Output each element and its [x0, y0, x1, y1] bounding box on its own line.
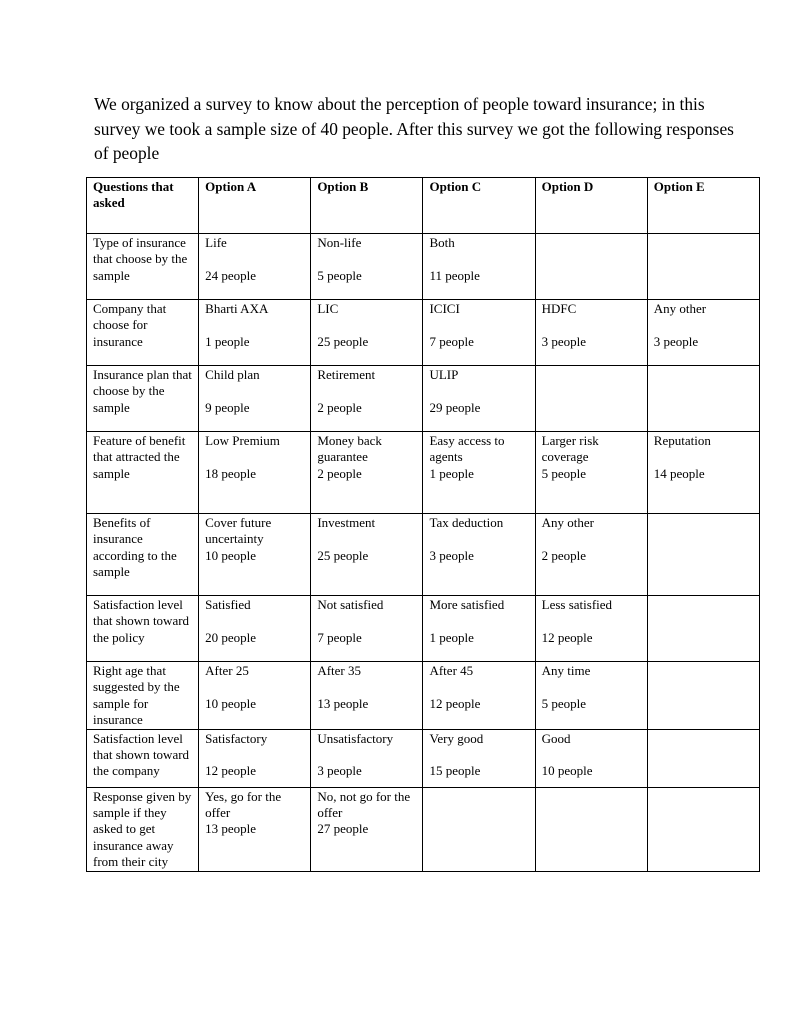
- option-cell: [647, 787, 759, 871]
- survey-table: [86, 177, 760, 872]
- option-cell: [199, 514, 311, 596]
- option-cell: [535, 432, 647, 514]
- option-cell: [535, 729, 647, 787]
- option-cell: [535, 596, 647, 662]
- question-cell: Benefits of insurance according to the sample: [87, 514, 199, 596]
- option-label: LIC: [317, 301, 339, 316]
- option-cell: [535, 300, 647, 366]
- intro-paragraph: We organized a survey to know about the perception of people toward insurance; in this survey we took a sample size of 40 people. After this survey we got the following responses of people: [94, 94, 734, 163]
- question-cell: Satisfaction level that shown toward the policy: [87, 596, 199, 662]
- option-count: 1 people: [205, 333, 250, 349]
- option-cell: [647, 729, 759, 787]
- option-label: More satisfied: [429, 597, 505, 612]
- option-cell: [311, 514, 423, 596]
- option-cell: [423, 662, 535, 730]
- option-count: 2 people: [317, 465, 362, 481]
- option-count: 3 people: [429, 547, 474, 563]
- table-row: [87, 596, 760, 662]
- option-label: No, not go for the offer: [317, 788, 411, 821]
- header-option-e: Option E: [647, 178, 759, 234]
- option-cell: [423, 366, 535, 432]
- option-count: 13 people: [317, 695, 369, 711]
- option-label: Cover future uncertainty: [205, 515, 272, 547]
- option-cell: [423, 729, 535, 787]
- option-count: 12 people: [429, 695, 481, 711]
- option-cell: [647, 662, 759, 730]
- option-count: 1 people: [429, 465, 474, 481]
- table-row: [87, 514, 760, 596]
- option-count: 25 people: [317, 333, 369, 349]
- table-row: [87, 300, 760, 366]
- option-cell: [311, 787, 423, 871]
- survey-table-header: [87, 178, 760, 234]
- table-row: [87, 787, 760, 871]
- option-count: 10 people: [205, 695, 257, 711]
- option-cell: [535, 787, 647, 871]
- header-option-a: Option A: [199, 178, 311, 234]
- option-cell: [647, 300, 759, 366]
- option-label: HDFC: [541, 301, 577, 316]
- option-cell: [199, 300, 311, 366]
- option-label: After 25: [205, 663, 249, 678]
- option-count: 14 people: [653, 465, 705, 481]
- option-count: 11 people: [429, 267, 480, 283]
- option-label: Money back guarantee: [317, 433, 382, 465]
- option-count: 10 people: [205, 547, 257, 563]
- option-count: 18 people: [205, 465, 257, 481]
- option-label: Not satisfied: [317, 597, 384, 612]
- option-count: 5 people: [541, 465, 587, 481]
- option-cell: [199, 787, 311, 871]
- option-cell: [311, 729, 423, 787]
- option-count: 7 people: [317, 629, 362, 645]
- option-label: Life: [205, 235, 227, 250]
- header-questions: Questions that asked: [87, 178, 199, 234]
- option-label: Satisfied: [205, 597, 251, 612]
- option-label: Easy access to agents: [429, 433, 505, 465]
- option-label: Good: [541, 730, 571, 746]
- option-count: 15 people: [429, 763, 481, 779]
- question-cell: Insurance plan that choose by the sample: [87, 366, 199, 432]
- question-cell: Satisfaction level that shown toward the company: [87, 729, 199, 787]
- option-cell: [647, 234, 759, 300]
- option-label: Yes, go for the offer: [205, 788, 282, 821]
- option-cell: [199, 596, 311, 662]
- option-count: 10 people: [541, 763, 593, 779]
- option-count: 9 people: [205, 399, 250, 415]
- option-count: 3 people: [541, 333, 587, 349]
- option-count: 2 people: [541, 547, 587, 563]
- option-label: ULIP: [429, 367, 459, 382]
- question-cell: Type of insurance that choose by the sample: [87, 234, 199, 300]
- option-cell: [535, 514, 647, 596]
- option-label: Satisfactory: [205, 730, 268, 746]
- option-cell: [535, 662, 647, 730]
- option-cell: [311, 432, 423, 514]
- option-label: Low Premium: [205, 433, 280, 448]
- option-label: After 45: [429, 663, 474, 678]
- option-cell: [199, 234, 311, 300]
- table-row: [87, 432, 760, 514]
- option-count: 1 people: [429, 629, 474, 645]
- header-row: [87, 178, 760, 234]
- header-option-c: Option C: [423, 178, 535, 234]
- option-count: 24 people: [205, 267, 257, 283]
- option-count: 7 people: [429, 333, 474, 349]
- header-option-d: Option D: [535, 178, 647, 234]
- option-label: Both: [429, 235, 455, 250]
- option-cell: [647, 366, 759, 432]
- option-count: 29 people: [429, 399, 481, 415]
- option-label: Non-life: [317, 235, 362, 250]
- option-count: 3 people: [653, 333, 699, 349]
- option-cell: [311, 234, 423, 300]
- question-cell: Company that choose for insurance: [87, 300, 199, 366]
- option-count: 2 people: [317, 399, 362, 415]
- option-label: Bharti AXA: [205, 301, 269, 316]
- option-cell: [423, 234, 535, 300]
- option-label: After 35: [317, 663, 361, 678]
- question-cell: Response given by sample if they asked to get insurance away from their city: [87, 787, 199, 871]
- option-count: 5 people: [541, 695, 587, 711]
- table-row: [87, 366, 760, 432]
- option-label: Any other: [541, 515, 594, 530]
- option-cell: [647, 432, 759, 514]
- table-row: [87, 234, 760, 300]
- option-label: ICICI: [429, 301, 460, 316]
- option-cell: [311, 366, 423, 432]
- table-row: [87, 729, 760, 787]
- option-label: Child plan: [205, 367, 260, 382]
- option-count: 20 people: [205, 629, 257, 645]
- option-count: 13 people: [205, 821, 257, 837]
- option-count: 5 people: [317, 267, 362, 283]
- option-cell: [199, 432, 311, 514]
- option-cell: [647, 596, 759, 662]
- option-count: 3 people: [317, 763, 362, 779]
- option-label: Reputation: [653, 433, 711, 448]
- option-cell: [535, 234, 647, 300]
- option-cell: [423, 514, 535, 596]
- option-label: Very good: [429, 730, 484, 746]
- option-cell: [199, 662, 311, 730]
- option-cell: [311, 300, 423, 366]
- survey-table-body: [87, 234, 760, 872]
- option-cell: [423, 596, 535, 662]
- option-count: 27 people: [317, 821, 369, 837]
- question-cell: Right age that suggested by the sample for insurance: [87, 662, 199, 730]
- option-label: Retirement: [317, 367, 376, 382]
- option-count: 12 people: [541, 629, 593, 645]
- option-label: Tax deduction: [429, 515, 504, 530]
- option-cell: [423, 432, 535, 514]
- option-cell: [199, 366, 311, 432]
- option-cell: [311, 662, 423, 730]
- option-label: Unsatisfactory: [317, 730, 394, 746]
- option-cell: [647, 514, 759, 596]
- option-cell: [423, 300, 535, 366]
- option-label: Investment: [317, 515, 376, 530]
- option-cell: [199, 729, 311, 787]
- header-option-b: Option B: [311, 178, 423, 234]
- option-cell: [311, 596, 423, 662]
- table-row: [87, 662, 760, 730]
- option-label: Larger risk coverage: [541, 433, 599, 465]
- option-label: Any time: [541, 663, 591, 678]
- option-cell: [535, 366, 647, 432]
- option-label: Any other: [653, 301, 707, 316]
- option-cell: [423, 787, 535, 871]
- option-label: Less satisfied: [541, 597, 613, 612]
- option-count: 25 people: [317, 547, 369, 563]
- question-cell: Feature of benefit that attracted the sample: [87, 432, 199, 514]
- option-count: 12 people: [205, 763, 257, 779]
